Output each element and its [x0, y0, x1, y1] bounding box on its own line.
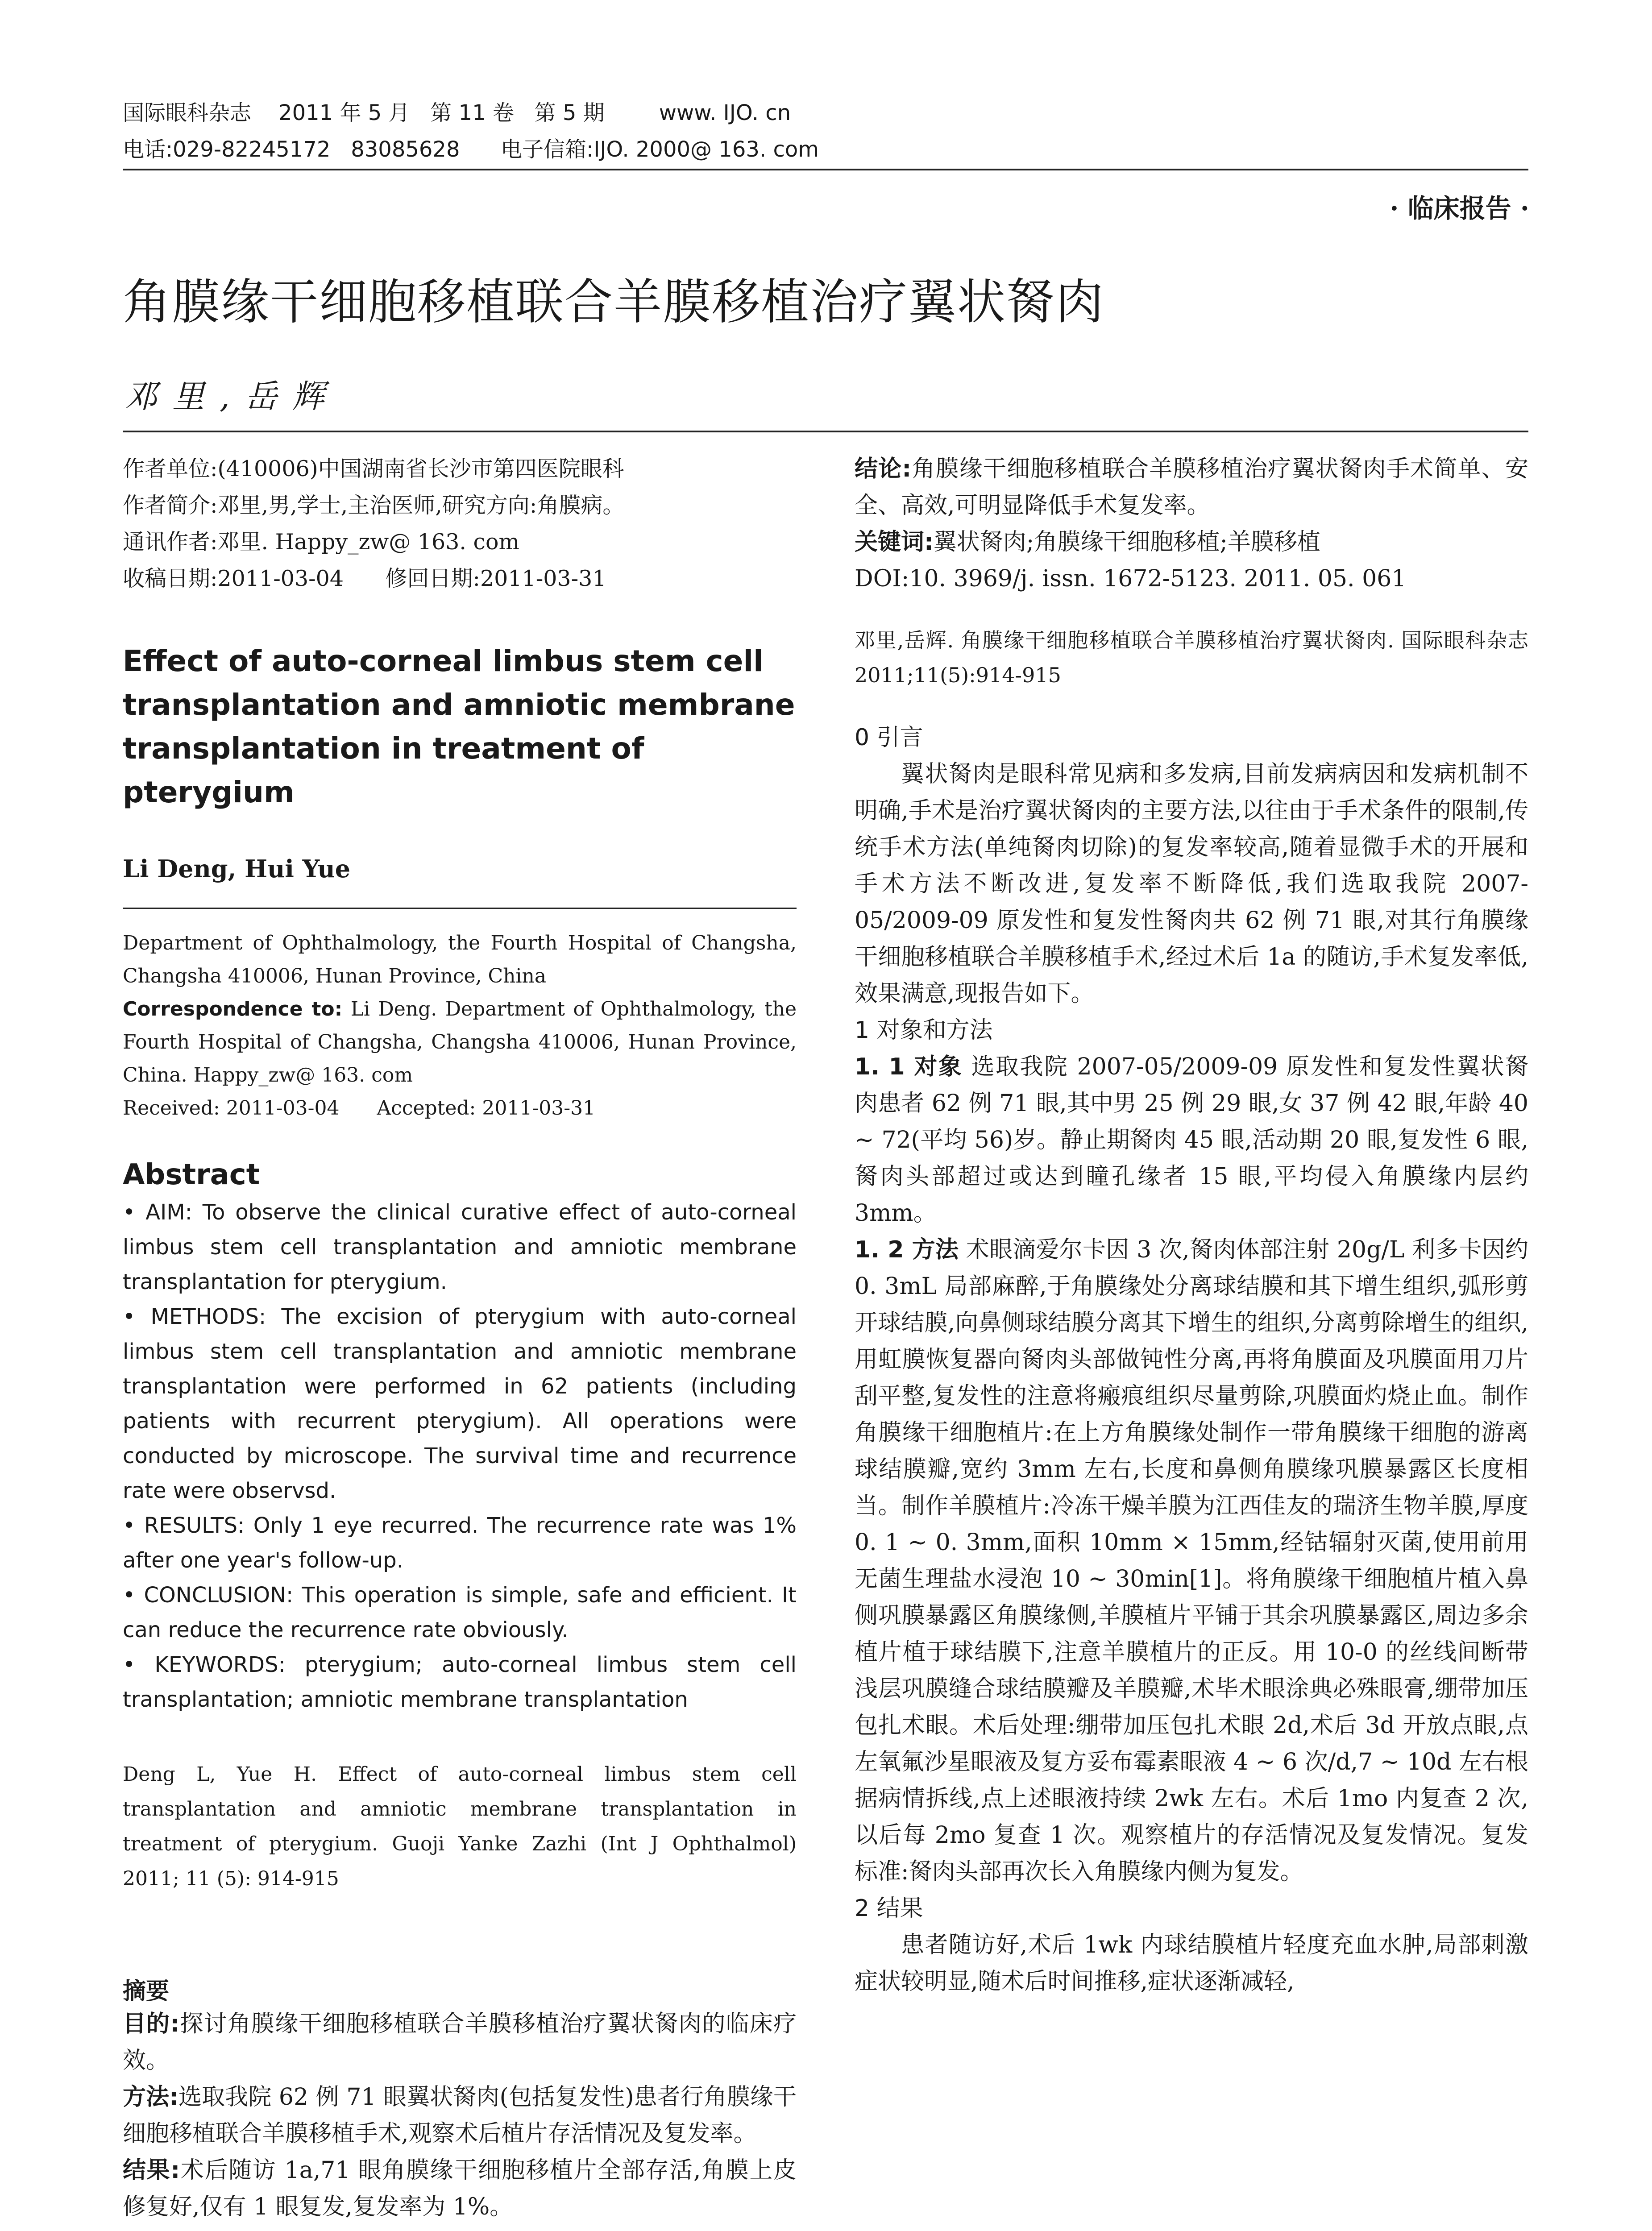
section-1-2-text: 术眼滴爱尔卡因 3 次,胬肉体部注射 20g/L 利多卡因约 0. 3mL 局部麻醉,于角膜缘处分离球结膜和其下增生组织,弧形剪开球结膜,向鼻侧球结膜分离其下增生的组织,分离剪除增生的组织,用虹膜恢复器向胬肉头部做钝性分离,再将角膜面及巩膜面用刀片刮平整,复发性的注意将瘢痕组织尽量剪除,巩膜面灼烧止血。制作角膜缘干细胞植片:在上方角膜缘处制作一带角膜缘干细胞的游离球结膜瓣,宽约 3mm 左右,长度和鼻侧角膜缘巩膜暴露区长度相当。制作羊膜植片:冷冻干燥羊膜为江西佳友的瑞济生物羊膜,厚度 0. 1 ~ 0. 3mm,面积 10mm × 15mm,经钴辐射灭菌,使用前用无菌生理盐水浸泡 10 ~ 30min[1]。将角膜缘干细胞植片植入鼻侧巩膜暴露区角膜缘侧,羊膜植片平铺于其余巩膜暴露区,周边多余植片植于球结膜下,注意羊膜植片的正反。用 10-0 的丝线间断带浅层巩膜缝合球结膜瓣及羊膜瓣,术毕术眼涂典必殊眼膏,绷带加压包扎术眼。术后处理:绷带加压包扎术眼 2d,术后 3d 开放点眼,点左氧氟沙星眼液及复方妥布霉素眼液 4 ~ 6 次/d,7 ~ 10d 左右根据病情拆线,点上述眼液持续 2wk 左右。术后 1mo 内复查 2 次,以后每 2mo 复查 1 次。观察植片的存活情况及复发情况。复发标准:胬肉头部再次长入角膜缘内侧为复发。	[855, 1236, 1528, 1885]
zh-abstract-heading: 摘要	[123, 1978, 170, 2005]
zh-abstract-objective	[123, 2006, 797, 2079]
english-citation: Deng L, Yue H. Effect of auto-corneal limbus stem cell transplantation and amniotic membrane transplantation in treatment of pterygium. Guoji Yanke Zazhi (Int J Ophthalmol) 2011; 11 (5): 914-915	[123, 1763, 797, 1890]
zh-keywords	[855, 524, 1528, 560]
section-1-1	[855, 1049, 1528, 1232]
corresponding-author: 通讯作者:邓里. Happy_zw@ 163. com	[123, 529, 519, 555]
section-1-2-label: 1. 2 方法	[855, 1236, 959, 1263]
results-text: 术后随访 1a,71 眼角膜缘干细胞移植片全部存活,角膜上皮修复好,仅有 1 眼复发,复发率为 1%。	[123, 2157, 797, 2220]
correspondence-text: Li Deng. Department of Ophthalmology, the Fourth Hospital of Changsha, Changsha 410006, Hunan Province, China. Happy_zw@ 163. com	[123, 998, 797, 1086]
conclusion-label: 结论:	[855, 456, 912, 482]
received-dates: 收稿日期:2011-03-04 修回日期:2011-03-31	[123, 566, 606, 591]
abstract-conclusion: • CONCLUSION: This operation is simple, safe and efficient. It can reduce the recurrence rate obviously.	[123, 1583, 797, 1642]
author-info	[123, 451, 797, 597]
journal-header-line1: 国际眼科杂志 2011 年 5 月 第 11 卷 第 5 期 www. IJO. cn	[123, 100, 791, 125]
section-tag: · 临床报告 ·	[1390, 193, 1529, 224]
journal-header-line2: 电话:029-82245172 83085628 电子信箱:IJO. 2000@ 163. com	[123, 137, 819, 162]
abstract-results: • RESULTS: Only 1 eye recurred. The recurrence rate was 1% after one year's follow-up.	[123, 1513, 797, 1573]
section-1-heading: 1 对象和方法	[855, 1017, 993, 1044]
correspondence-label: Correspondence to:	[123, 998, 343, 1020]
zh-abstract-methods	[123, 2079, 797, 2152]
header-rule	[123, 169, 1528, 170]
section-1-2	[855, 1232, 1528, 1890]
journal-header	[123, 95, 1528, 168]
section-2-text: 患者随访好,术后 1wk 内球结膜植片轻度充血水肿,局部刺激症状较明显,随术后时间推移,症状逐渐减轻,	[855, 1932, 1528, 1995]
english-affiliation	[123, 927, 797, 1125]
english-authors: Li Deng, Hui Yue	[123, 854, 351, 883]
keywords-label: 关键词:	[855, 529, 934, 556]
author-affiliation: 作者单位:(410006)中国湖南省长沙市第四医院眼科	[123, 456, 624, 481]
zh-abstract-conclusion	[855, 451, 1528, 524]
english-correspondence	[123, 993, 797, 1092]
title-rule	[123, 431, 1528, 432]
methods-text: 选取我院 62 例 71 眼翼状胬肉(包括复发性)患者行角膜缘干细胞移植联合羊膜移植手术,观察术后植片存活情况及复发率。	[123, 2084, 797, 2147]
zh-citation: 邓里,岳辉. 角膜缘干细胞移植联合羊膜移植治疗翼状胬肉. 国际眼科杂志 2011;11(5):914-915	[855, 628, 1528, 687]
objective-label: 目的:	[123, 2011, 180, 2037]
keywords-text: 翼状胬肉;角膜缘干细胞移植;羊膜移植	[933, 529, 1320, 556]
section-0-heading: 0 引言	[855, 724, 923, 751]
section-2-heading: 2 结果	[855, 1895, 923, 1922]
english-dept: Department of Ophthalmology, the Fourth Hospital of Changsha, Changsha 410006, Hunan Province, China	[123, 932, 797, 987]
article-title: 角膜缘干细胞移植联合羊膜移植治疗翼状胬肉	[123, 274, 1105, 330]
abstract-methods: • METHODS: The excision of pterygium with auto-corneal limbus stem cell transplantation and amniotic membrane transplantation were performed in 62 patients (including patients with recurrent pterygium). All operations were conducted by microscope. The survival time and recurrence rate were observsd.	[123, 1304, 797, 1503]
author-bio: 作者简介:邓里,男,学士,主治医师,研究方向:角膜病。	[123, 493, 625, 518]
abstract-keywords: • KEYWORDS: pterygium; auto-corneal limbus stem cell transplantation; amniotic membrane transplantation	[123, 1652, 797, 1712]
abstract-body	[123, 1195, 797, 1717]
results-label: 结果:	[123, 2157, 180, 2184]
methods-label: 方法:	[123, 2084, 178, 2111]
english-title: Effect of auto-corneal limbus stem cell transplantation and amniotic membrane transplantation in treatment of pterygium	[123, 644, 795, 809]
doi: DOI:10. 3969/j. issn. 1672-5123. 2011. 05. 061	[855, 565, 1407, 592]
objective-text: 探讨角膜缘干细胞移植联合羊膜移植治疗翼状胬肉的临床疗效。	[123, 2011, 797, 2074]
authors-zh: 邓里,岳辉	[125, 377, 340, 415]
left-column	[123, 451, 797, 2225]
conclusion-text: 角膜缘干细胞移植联合羊膜移植治疗翼状胬肉手术简单、安全、高效,可明显降低手术复发率。	[855, 456, 1528, 519]
abstract-aim: • AIM: To observe the clinical curative effect of auto-corneal limbus stem cell transplantation and amniotic membrane transplantation for pterygium.	[123, 1200, 797, 1294]
english-dates: Received: 2011-03-04 Accepted: 2011-03-31	[123, 1097, 596, 1120]
zh-abstract-results	[123, 2152, 797, 2225]
english-rule	[123, 908, 797, 909]
section-1-1-text: 选取我院 2007-05/2009-09 原发性和复发性翼状胬肉患者 62 例 71 眼,其中男 25 例 29 眼,女 37 例 42 眼,年龄 40 ~ 72(平均 56)岁。静止期胬肉 45 眼,活动期 20 眼,复发性 6 眼,胬肉头部超过或达到瞳孔缘者 15 眼,平均侵入角膜缘内层约 3mm。	[855, 1053, 1528, 1227]
section-0-text: 翼状胬肉是眼科常见病和多发病,目前发病病因和发病机制不明确,手术是治疗翼状胬肉的主要方法,以往由于手术条件的限制,传统手术方法(单纯胬肉切除)的复发率较高,随着显微手术的开展和手术方法不断改进,复发率不断降低,我们选取我院 2007-05/2009-09 原发性和复发性胬肉共 62 例 71 眼,对其行角膜缘干细胞移植联合羊膜移植手术,经过术后 1a 的随访,手术复发率低,效果满意,现报告如下。	[855, 761, 1528, 1007]
right-column	[855, 451, 1528, 2000]
section-1-1-label: 1. 1 对象	[855, 1053, 963, 1080]
abstract-heading: Abstract	[123, 1158, 260, 1191]
